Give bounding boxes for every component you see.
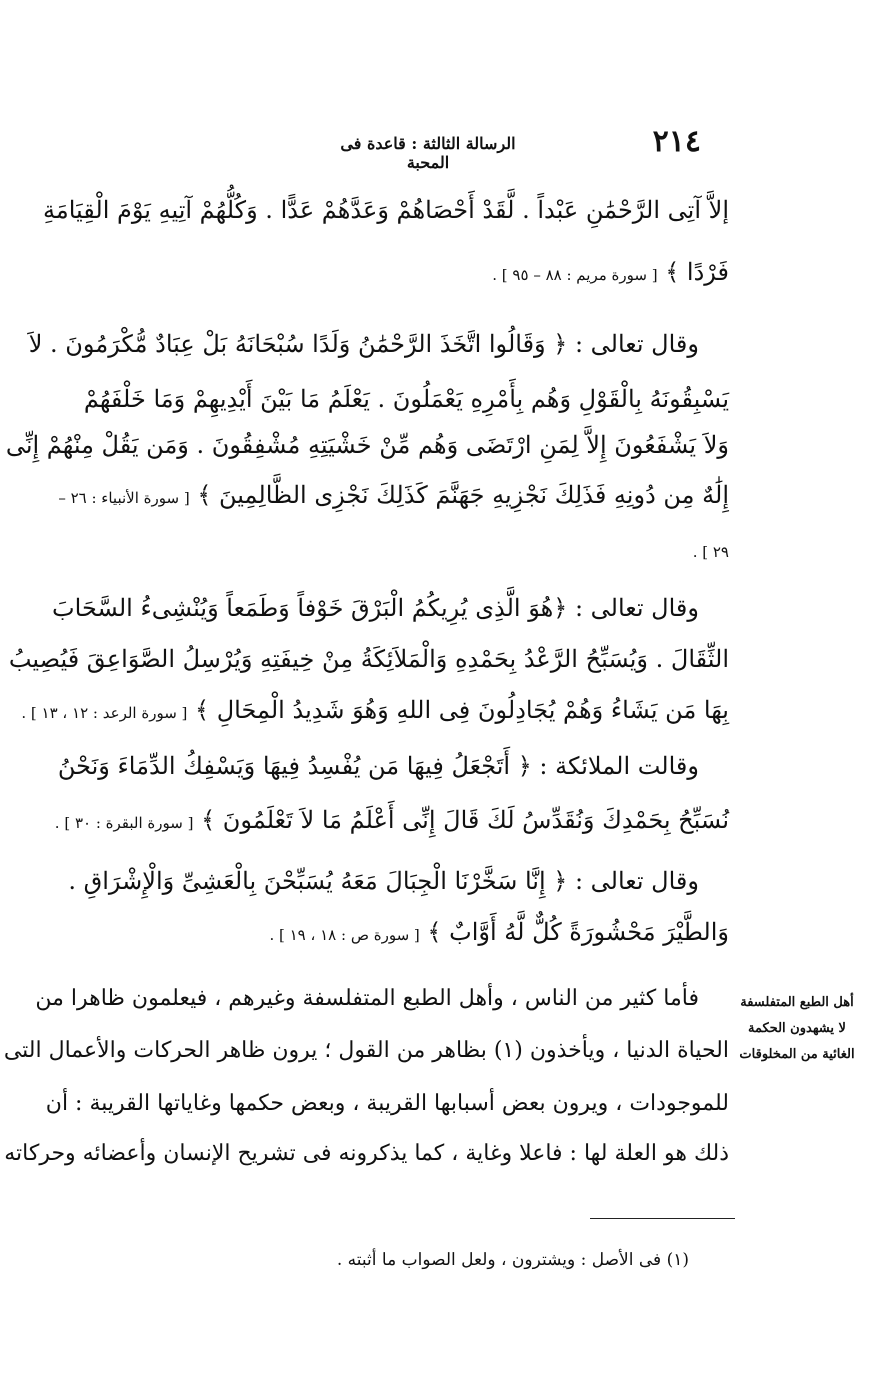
quran-line [8,645,729,673]
verse-text: وَالطَّيْرَ مَحْشُورَةً كُلٌّ لَّهُ أَوَّابٌ ﴾ [427,918,729,946]
verse-reference: [ سورة ص : ١٨ ، ١٩ ] . [269,926,420,944]
quran-line [95,258,729,286]
verse-reference: [ سورة مريم : ٨٨ – ٩٥ ] . [492,266,658,284]
verse-text: يَسْبِقُونَهُ بِالْقَوْلِ وَهُم بِأَمْرِهِ يَعْمَلُونَ . يَعْلَمُ مَا بَيْنَ أَيْدِيهِمْ وَمَا خَلْفَهُمْ [83,385,729,413]
margin-note [732,990,862,1068]
quran-line [43,196,729,224]
verse-text: وقال تعالى : ﴿ إِنَّا سَخَّرْنَا الْجِبَالَ مَعَهُ يُسَبِّحْنَ بِالْعَشِىِّ وَالْإِشْرَاقِ . [68,867,699,895]
quran-line [28,330,699,358]
prose-line: ذلك هو العلة لها : فاعلا وغاية ، كما يذكرونه فى تشريح الإنسان وأعضائه وحركاته [4,1141,729,1166]
verse-text: إِلَٰهٌ مِن دُونِهِ فَذَلِكَ نَجْزِيهِ جَهَنَّمَ كَذَلِكَ نَجْزِى الظَّالِمِينَ ﴾ [197,481,729,509]
running-title: الرسالة الثالثة : قاعدة فى المحبة [340,134,516,172]
verse-text: فَرْدًا ﴾ [665,258,729,286]
verse-text: بِهَا مَن يَشَاءُ وَهُمْ يُجَادِلُونَ فِى اللهِ وَهُوَ شَدِيدُ الْمِحَالِ ﴾ [195,696,729,724]
verse-text: وقال تعالى : ﴿ وَقَالُوا اتَّخَذَ الرَّحْمَٰنُ وَلَدًا سُبْحَانَهُ بَلْ عِبَادٌ مُّكْرَمُونَ . لاَ [28,330,699,358]
verse-reference: [ سورة الأنبياء : ٢٦ – [58,489,190,507]
quran-line [83,385,729,413]
quran-line [58,481,729,509]
verse-text: وقال تعالى : ﴿هُوَ الَّذِى يُرِيكُمُ الْبَرْقَ خَوْفاً وَطَمَعاً وَيُنْشِىءُ السَّحَابَ [52,594,699,622]
margin-note-line: لا يشهدون الحكمة [748,1021,846,1036]
verse-text: وَلاَ يَشْفَعُونَ إِلاَّ لِمَنِ ارْتَضَى وَهُم مِّنْ خَشْيَتِهِ مُشْفِقُونَ . وَمَن يَقُلْ مِنْهُمْ إِنِّى [5,431,729,459]
quran-line [21,696,729,724]
quran-line [95,918,729,946]
prose-line: فأما كثير من الناس ، وأهل الطبع المتفلسفة وغيرهم ، فيعلمون ظاهرا من [35,986,699,1011]
quran-line [68,867,699,895]
quran-line [95,535,729,563]
quran-line [5,431,729,459]
verse-text: نُسَبِّحُ بِحَمْدِكَ وَنُقَدِّسُ لَكَ قَالَ إِنِّى أَعْلَمُ مَا لاَ تَعْلَمُونَ ﴾ [201,806,729,834]
quran-line [57,752,699,780]
margin-note-line: أهل الطبع المتفلسفة [740,995,854,1010]
margin-note-line: الغائية من المخلوقات [739,1047,855,1062]
verse-text: الثِّقَالَ . وَيُسَبِّحُ الرَّعْدُ بِحَمْدِهِ وَالْمَلاَئِكَةُ مِنْ خِيفَتِهِ وَيُرْسِلُ الصَّوَاعِقَ فَيُصِيبُ [8,645,729,673]
prose-line: للموجودات ، ويرون بعض أسبابها القريبة ، وبعض حكمها وغاياتها القريبة : أن [45,1091,729,1116]
footnote: (١) فى الأصل : ويشترون ، ولعل الصواب ما أثبته . [336,1250,689,1270]
verse-reference: [ سورة البقرة : ٣٠ ] . [54,814,194,832]
prose-line: الحياة الدنيا ، ويأخذون (١) بظاهر من القول ؛ يرون ظاهر الحركات والأعمال التى [3,1038,729,1063]
quran-line [52,594,699,622]
verse-reference: [ سورة الرعد : ١٢ ، ١٣ ] . [21,704,188,722]
footnote-divider [590,1218,735,1219]
verse-text: وقالت الملائكة : ﴿ أَتَجْعَلُ فِيهَا مَن يُفْسِدُ فِيهَا وَيَسْفِكُ الدِّمَاءَ وَنَحْنُ [57,752,699,780]
page-number: ٢١٤ [652,124,701,159]
quran-line [54,806,729,834]
verse-text: إلاَّ آتِى الرَّحْمَٰنِ عَبْداً . لَّقَدْ أَحْصَاهُمْ وَعَدَّهُمْ عَدًّا . وَكُلُّهُمْ آتِيهِ يَوْمَ الْقِيَامَةِ [43,196,729,224]
verse-reference: ٢٩ ] . [692,543,729,561]
